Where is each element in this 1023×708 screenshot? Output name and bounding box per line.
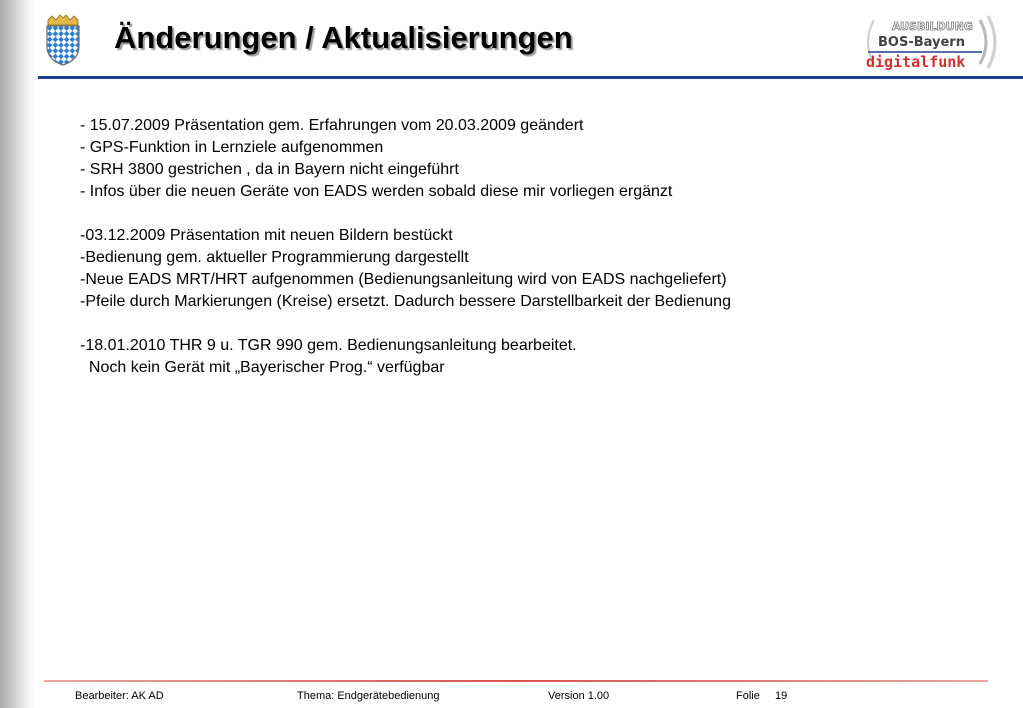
footer-version: Version 1.00 <box>548 690 610 702</box>
left-edge-gradient <box>0 0 34 708</box>
blank-line <box>80 203 980 225</box>
bavarian-coat-of-arms-icon <box>44 14 82 66</box>
change-line: -Neue EADS MRT/HRT aufgenommen (Bedienungsanleitung wird von EADS nachgeliefert) <box>80 271 727 288</box>
footer-divider <box>44 680 988 682</box>
bos-bayern-digitalfunk-logo <box>852 12 1002 72</box>
change-line: -Pfeile durch Markierungen (Kreise) ersetzt. Dadurch bessere Darstellbarkeit der Bedienung <box>80 293 731 310</box>
blank-line <box>80 313 980 335</box>
logo-line-3: digitalfunk <box>866 53 966 71</box>
change-line: - 15.07.2009 Präsentation gem. Erfahrungen vom 20.03.2009 geändert <box>80 117 584 134</box>
footer-author: Bearbeiter: AK AD <box>75 690 164 702</box>
footer-slide-number: 19 <box>775 690 788 702</box>
logo-line-2: BOS-Bayern <box>878 35 965 50</box>
change-line: -03.12.2009 Präsentation mit neuen Bildern bestückt <box>80 227 453 244</box>
change-line: Noch kein Gerät mit „Bayerischer Prog.“ verfügbar <box>80 359 445 376</box>
change-line: - SRH 3800 gestrichen , da in Bayern nicht eingeführt <box>80 161 459 178</box>
header-divider <box>38 76 1023 79</box>
footer-topic: Thema: Endgerätebedienung <box>297 690 440 702</box>
change-line: - Infos über die neuen Geräte von EADS werden sobald diese mir vorliegen ergänzt <box>80 183 673 200</box>
change-line: -Bedienung gem. aktueller Programmierung dargestellt <box>80 249 469 266</box>
changes-list <box>80 115 980 379</box>
change-line: -18.01.2010 THR 9 u. TGR 990 gem. Bedienungsanleitung bearbeitet. <box>80 337 577 354</box>
footer-slide-label: Folie <box>736 690 760 702</box>
change-line: - GPS-Funktion in Lernziele aufgenommen <box>80 139 384 156</box>
page-title: Änderungen / Aktualisierungen <box>114 20 573 55</box>
logo-line-1: AUSBILDUNG <box>892 20 973 33</box>
